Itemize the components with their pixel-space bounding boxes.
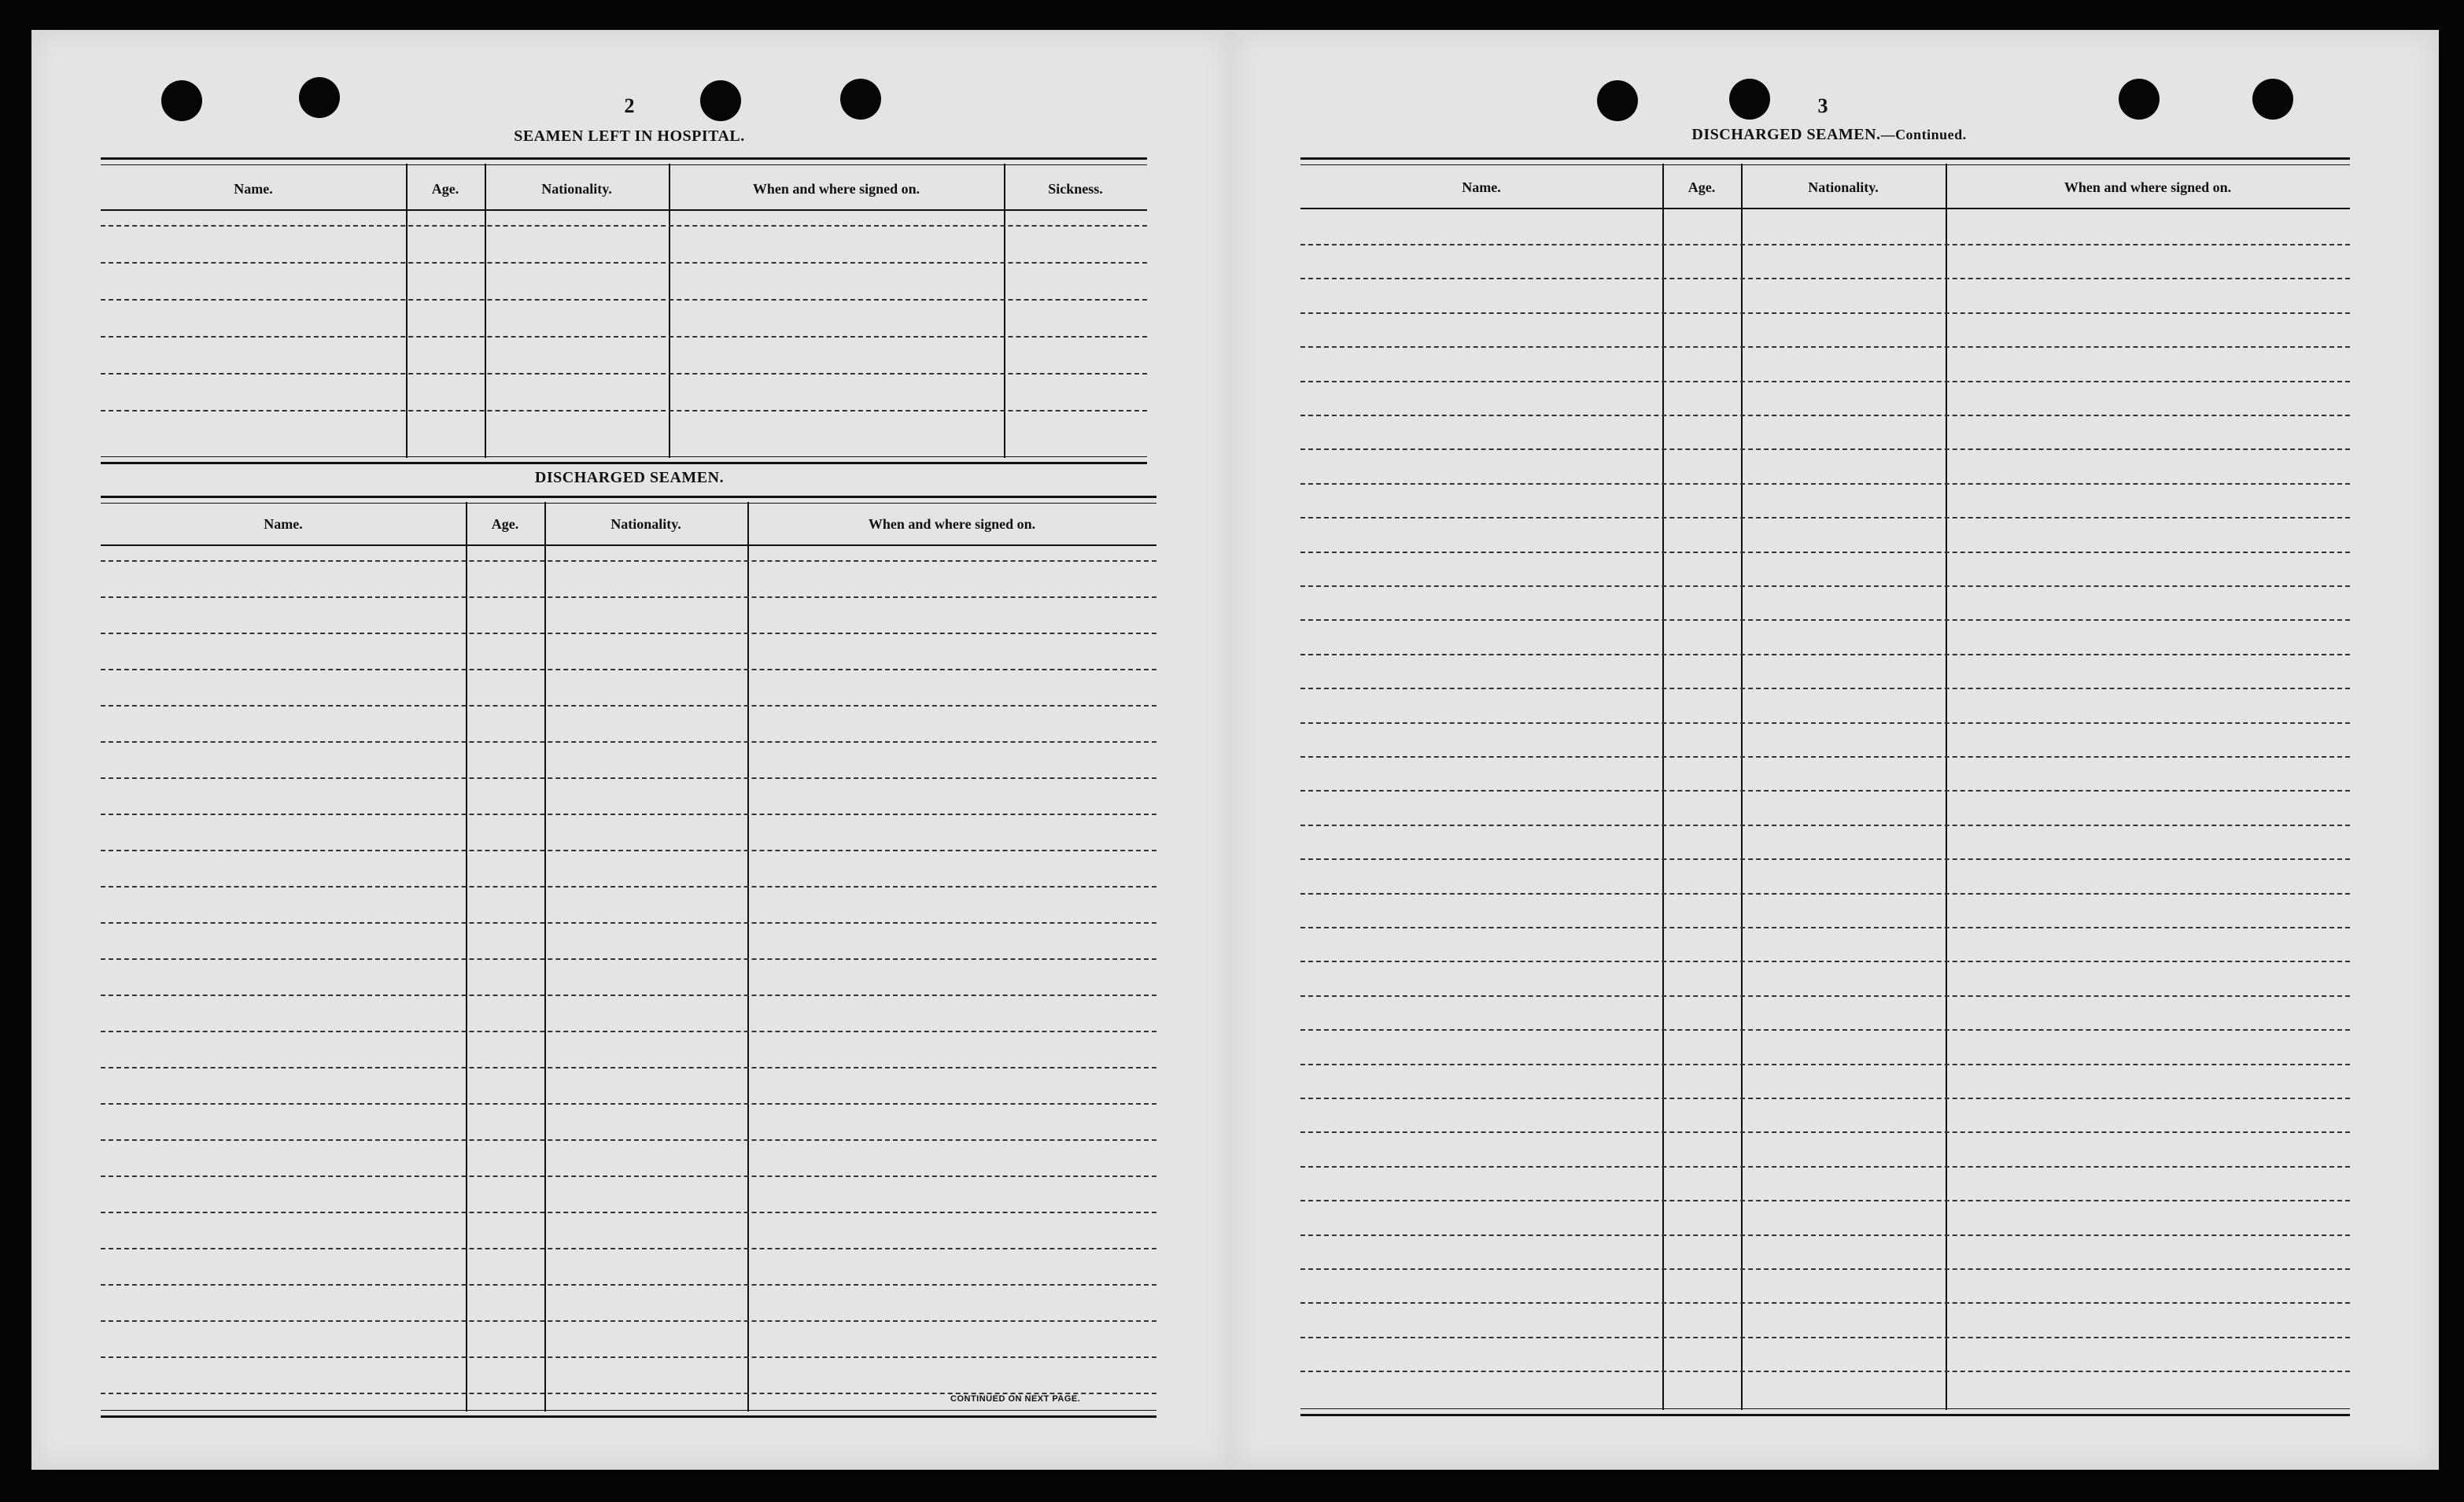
column-header-age: Age. xyxy=(431,181,459,197)
hospital-table xyxy=(101,157,1147,463)
entry-row-line xyxy=(1300,825,2350,826)
entry-row-line xyxy=(1300,1268,2350,1270)
header-underline xyxy=(101,544,1156,546)
column-divider xyxy=(1004,164,1005,458)
entry-row-line xyxy=(1300,517,2350,519)
table-bottom-rule xyxy=(101,456,1147,464)
discharged-table xyxy=(101,496,1156,1416)
column-divider xyxy=(406,164,408,458)
column-header-name: Name. xyxy=(1462,179,1501,195)
entry-row-line xyxy=(101,299,1147,301)
entry-row-line xyxy=(1300,278,2350,279)
header-underline xyxy=(101,209,1147,211)
entry-row-line xyxy=(101,1284,1156,1286)
column-divider xyxy=(669,164,670,458)
column-header-signed-on: When and where signed on. xyxy=(752,181,920,197)
entry-row-line xyxy=(101,1031,1156,1032)
punch-hole xyxy=(2252,79,2293,120)
entry-row-line xyxy=(101,1248,1156,1249)
entry-row-line xyxy=(1300,1234,2350,1236)
entry-row-line xyxy=(101,958,1156,960)
entry-row-line xyxy=(101,262,1147,264)
entry-row-line xyxy=(101,1103,1156,1105)
column-divider xyxy=(544,502,546,1412)
entry-row-line xyxy=(101,669,1156,670)
right-page xyxy=(1231,30,2439,1470)
column-header-signed-on: When and where signed on. xyxy=(868,516,1036,532)
entry-row-line xyxy=(1300,1064,2350,1065)
entry-row-line xyxy=(101,922,1156,924)
entry-row-line xyxy=(1300,312,2350,314)
entry-row-line xyxy=(101,741,1156,743)
table-top-rule xyxy=(1300,157,2350,165)
column-header-age: Age. xyxy=(491,516,519,532)
column-divider xyxy=(747,502,749,1412)
entry-row-line xyxy=(101,1139,1156,1141)
entry-row-line xyxy=(1300,1200,2350,1201)
entry-row-line xyxy=(1300,381,2350,382)
entry-row-line xyxy=(101,1212,1156,1213)
entry-row-line xyxy=(1300,415,2350,416)
entry-row-line xyxy=(1300,756,2350,758)
punch-hole xyxy=(2119,79,2160,120)
page-number: 2 xyxy=(624,94,635,117)
table-top-rule xyxy=(101,496,1156,504)
punch-hole xyxy=(1729,79,1770,120)
table-bottom-rule xyxy=(101,1410,1156,1418)
entry-row-line xyxy=(101,777,1156,779)
punch-hole xyxy=(840,79,881,120)
column-divider xyxy=(466,502,467,1412)
entry-row-line xyxy=(101,560,1156,562)
entry-row-line xyxy=(101,1175,1156,1177)
column-header-name: Name. xyxy=(234,181,273,197)
column-divider xyxy=(485,164,486,458)
entry-row-line xyxy=(101,633,1156,634)
entry-row-line xyxy=(1300,961,2350,962)
entry-row-line xyxy=(1300,585,2350,587)
entry-row-line xyxy=(1300,858,2350,860)
entry-row-line xyxy=(101,850,1156,851)
punch-hole xyxy=(161,80,202,121)
entry-row-line xyxy=(101,373,1147,375)
punch-hole xyxy=(299,77,340,118)
entry-row-line xyxy=(101,1320,1156,1322)
entry-row-line xyxy=(101,995,1156,996)
column-header-nationality: Nationality. xyxy=(541,181,612,197)
entry-row-line xyxy=(1300,654,2350,655)
entry-row-line xyxy=(1300,1029,2350,1031)
entry-row-line xyxy=(101,814,1156,815)
table-bottom-rule xyxy=(1300,1408,2350,1416)
entry-row-line xyxy=(1300,244,2350,245)
entry-row-line xyxy=(1300,995,2350,997)
entry-row-line xyxy=(1300,448,2350,450)
entry-row-line xyxy=(1300,552,2350,553)
page-number: 3 xyxy=(1817,94,1828,117)
header-underline xyxy=(1300,208,2350,209)
entry-row-line xyxy=(1300,893,2350,895)
entry-row-line xyxy=(101,1067,1156,1068)
column-divider xyxy=(1946,164,1947,1410)
entry-row-line xyxy=(1300,1098,2350,1099)
entry-row-line xyxy=(1300,483,2350,485)
discharged-continued-table xyxy=(1300,157,2350,1416)
column-divider xyxy=(1741,164,1743,1410)
column-header-signed-on: When and where signed on. xyxy=(2064,179,2232,195)
entry-row-line xyxy=(1300,1131,2350,1133)
entry-row-line xyxy=(1300,790,2350,792)
entry-row-line xyxy=(1300,1337,2350,1338)
entry-row-line xyxy=(1300,346,2350,348)
entry-row-line xyxy=(101,225,1147,227)
entry-row-line xyxy=(101,886,1156,888)
column-header-nationality: Nationality. xyxy=(610,516,681,532)
section-title-text: DISCHARGED SEAMEN. xyxy=(1691,126,1881,143)
column-divider xyxy=(1662,164,1664,1410)
section-title-suffix: —Continued. xyxy=(1880,127,1967,142)
hospital-section-title: SEAMEN LEFT IN HOSPITAL. xyxy=(514,127,745,145)
left-page xyxy=(31,30,1231,1470)
column-header-sickness: Sickness. xyxy=(1048,181,1103,197)
entry-row-line xyxy=(1300,927,2350,928)
entry-row-line xyxy=(101,1356,1156,1358)
column-header-name: Name. xyxy=(264,516,303,532)
punch-hole xyxy=(700,80,741,121)
continued-note: CONTINUED ON NEXT PAGE. xyxy=(950,1394,1081,1404)
entry-row-line xyxy=(1300,722,2350,724)
discharged-continued-title xyxy=(1577,126,2081,144)
entry-row-line xyxy=(1300,1371,2350,1372)
entry-row-line xyxy=(1300,619,2350,621)
column-header-age: Age. xyxy=(1688,179,1716,195)
entry-row-line xyxy=(101,410,1147,411)
table-top-rule xyxy=(101,157,1147,165)
column-header-nationality: Nationality. xyxy=(1808,179,1879,195)
entry-row-line xyxy=(1300,1166,2350,1168)
punch-hole xyxy=(1597,80,1638,121)
entry-row-line xyxy=(101,596,1156,598)
entry-row-line xyxy=(101,705,1156,707)
entry-row-line xyxy=(1300,1302,2350,1304)
entry-row-line xyxy=(101,336,1147,338)
entry-row-line xyxy=(1300,688,2350,689)
discharged-section-title: DISCHARGED SEAMEN. xyxy=(534,469,725,486)
